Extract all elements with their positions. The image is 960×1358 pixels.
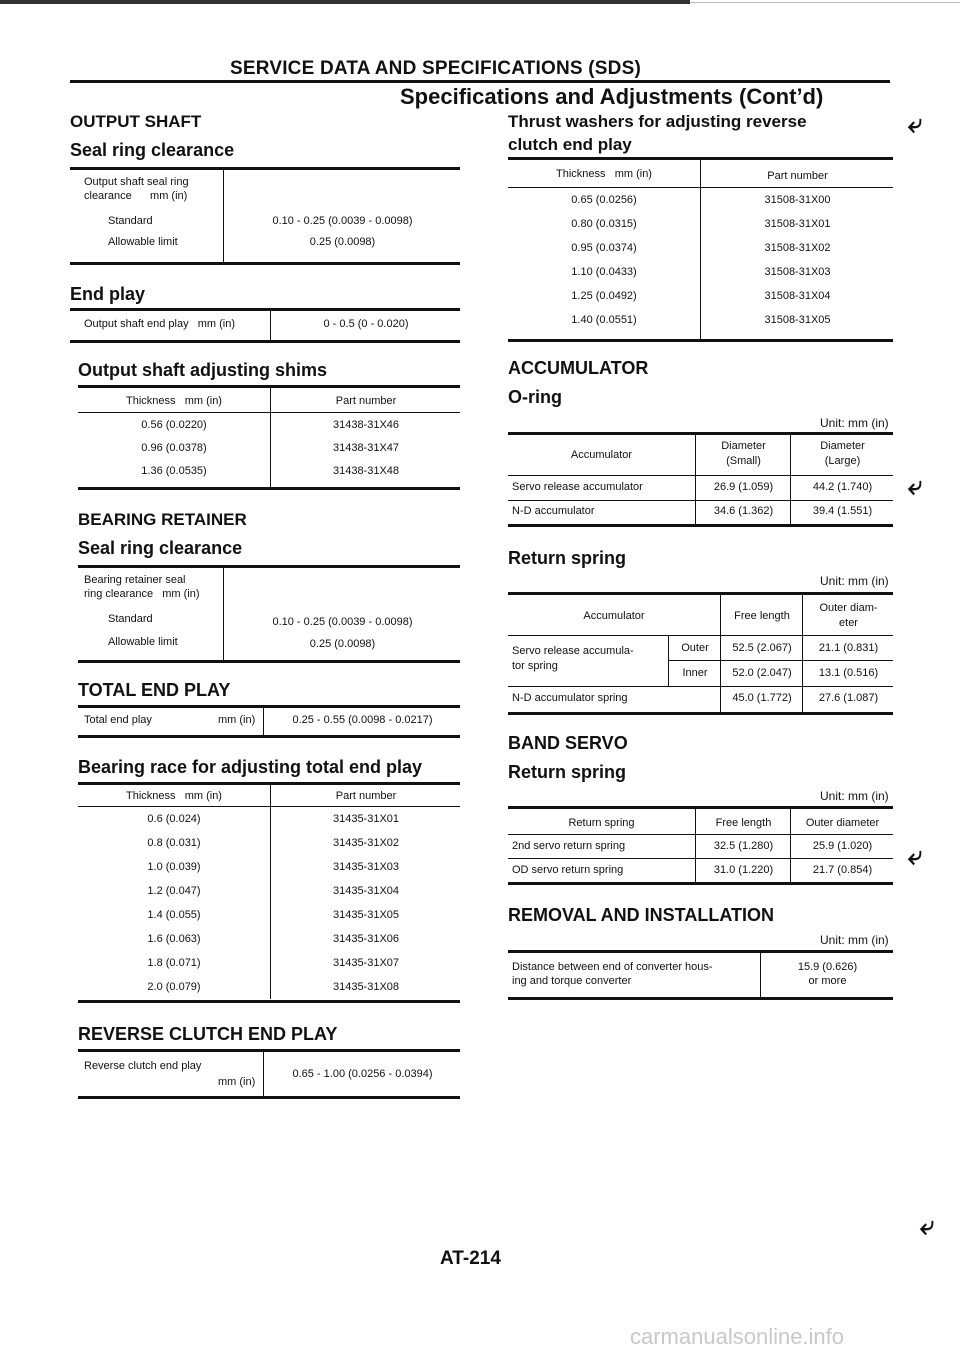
retainer-seal-label-1: Bearing retainer seal xyxy=(84,574,186,586)
seal-limit-label: Allowable limit xyxy=(108,236,178,248)
rs-servo-label-1: Servo release accumula- xyxy=(512,645,634,657)
rs-nd-free: 45.0 (1.772) xyxy=(732,692,792,704)
rule xyxy=(78,705,460,708)
thickness-cell: 0.80 (0.0315) xyxy=(571,218,637,230)
thrust-heading-2: clutch end play xyxy=(508,135,632,154)
end-play-label: Output shaft end play mm (in) xyxy=(84,318,236,330)
seal-standard-value: 0.10 - 0.25 (0.0039 - 0.0098) xyxy=(272,215,413,227)
thickness-cell: 1.25 (0.0492) xyxy=(571,290,637,302)
page-subtitle: Specifications and Adjustments (Cont’d) xyxy=(400,84,824,109)
oring-col-large-1: Diameter xyxy=(820,440,865,452)
seal-ring-heading-1: Seal ring clearance xyxy=(70,140,235,160)
watermark: carmanualsonline.info xyxy=(630,1324,845,1349)
title-rule xyxy=(70,80,890,83)
removal-heading: REMOVAL AND INSTALLATION xyxy=(508,905,774,925)
reverse-clutch-label-2: mm (in) xyxy=(218,1076,256,1088)
rs-outer-label: Outer xyxy=(681,642,709,654)
thickness-cell: 1.8 (0.071) xyxy=(147,957,201,969)
divider xyxy=(223,568,224,660)
rule xyxy=(78,1049,460,1052)
part-number-cell: 31508-31X05 xyxy=(764,314,831,326)
shims-col-part: Part number xyxy=(335,395,397,407)
band-2nd-free: 32.5 (1.280) xyxy=(713,840,774,852)
oring-col-small-2: (Small) xyxy=(726,455,761,467)
thickness-cell: 1.0 (0.039) xyxy=(147,861,201,873)
part-number-cell: 31508-31X02 xyxy=(764,242,831,254)
divider xyxy=(695,434,696,526)
band-col-spring: Return spring xyxy=(568,817,635,829)
divider xyxy=(790,434,791,526)
oring-nd-small: 34.6 (1.362) xyxy=(713,505,774,517)
rs-inner-dia: 13.1 (0.516) xyxy=(818,667,879,679)
rs-nd-label: N-D accumulator spring xyxy=(512,692,628,704)
oring-col-accumulator: Accumulator xyxy=(570,449,633,461)
rule xyxy=(508,686,893,687)
rs-inner-label: Inner xyxy=(682,667,708,679)
rule xyxy=(508,882,893,885)
part-number-cell: 31435-31X04 xyxy=(332,885,400,897)
rule xyxy=(508,950,893,953)
thickness-cell: 0.6 (0.024) xyxy=(147,813,201,825)
oring-nd-name: N-D accumulator xyxy=(512,505,595,517)
band-od-free: 31.0 (1.220) xyxy=(713,864,774,876)
removal-label-2: ing and torque converter xyxy=(512,975,632,987)
shims-heading: Output shaft adjusting shims xyxy=(78,360,328,380)
page-title: SERVICE DATA AND SPECIFICATIONS (SDS) xyxy=(230,58,642,79)
total-end-play-label: Total end play xyxy=(84,714,152,726)
rule xyxy=(70,262,460,265)
seal-limit-value: 0.25 (0.0098) xyxy=(309,236,376,248)
part-number-cell: 31435-31X07 xyxy=(332,957,400,969)
part-number-cell: 31508-31X00 xyxy=(764,194,831,206)
revision-mark-icon: ⤶ xyxy=(920,1210,935,1240)
part-number-cell: 31435-31X03 xyxy=(332,861,400,873)
end-play-heading: End play xyxy=(70,284,146,304)
rs-nd-dia: 27.6 (1.087) xyxy=(818,692,879,704)
thickness-cell: 1.10 (0.0433) xyxy=(571,266,637,278)
top-border-thin xyxy=(690,2,960,3)
total-end-play-heading: TOTAL END PLAY xyxy=(78,680,231,700)
retainer-standard-value: 0.10 - 0.25 (0.0039 - 0.0098) xyxy=(272,616,413,628)
output-shaft-seal-label-1: Output shaft seal ring xyxy=(84,176,189,188)
rule xyxy=(508,834,893,835)
thrust-col-part: Part number xyxy=(767,170,828,182)
page-number: AT-214 xyxy=(440,1248,501,1269)
thickness-cell: 0.56 (0.0220) xyxy=(141,419,207,431)
output-shaft-seal-label-2: clearance mm (in) xyxy=(84,190,188,202)
part-number-cell: 31435-31X06 xyxy=(332,933,400,945)
accumulator-heading: ACCUMULATOR xyxy=(508,358,649,378)
rs-col-accumulator: Accumulator xyxy=(583,610,645,622)
seal-standard-label: Standard xyxy=(108,215,153,227)
divider xyxy=(263,1051,264,1096)
thickness-cell: 2.0 (0.079) xyxy=(147,981,201,993)
rs-col-outer-2: eter xyxy=(839,617,858,629)
divider xyxy=(760,952,761,998)
total-end-play-value: 0.25 - 0.55 (0.0098 - 0.0217) xyxy=(292,714,433,726)
divider xyxy=(802,594,803,714)
reverse-clutch-value: 0.65 - 1.00 (0.0256 - 0.0394) xyxy=(292,1068,433,1080)
top-border xyxy=(0,0,690,4)
oring-col-small-1: Diameter xyxy=(721,440,766,452)
end-play-value: 0 - 0.5 (0 - 0.020) xyxy=(323,318,409,330)
reverse-clutch-label-1: Reverse clutch end play xyxy=(84,1060,202,1072)
thickness-cell: 0.65 (0.0256) xyxy=(571,194,637,206)
rule xyxy=(508,432,893,435)
band-2nd-dia: 25.9 (1.020) xyxy=(812,840,873,852)
part-number-cell: 31508-31X03 xyxy=(764,266,831,278)
rule xyxy=(508,858,893,859)
part-number-cell: 31438-31X47 xyxy=(332,442,400,454)
thickness-cell: 1.36 (0.0535) xyxy=(141,465,207,477)
divider xyxy=(668,635,669,687)
removal-value-2: or more xyxy=(808,975,847,987)
part-number-cell: 31508-31X01 xyxy=(764,218,831,230)
retainer-limit-value: 0.25 (0.0098) xyxy=(309,638,376,650)
divider xyxy=(700,159,701,339)
thrust-col-thickness: Thickness mm (in) xyxy=(556,168,652,180)
revision-mark-icon: ⤶ xyxy=(908,840,923,870)
oring-unit: Unit: mm (in) xyxy=(820,416,889,430)
oring-heading: O-ring xyxy=(508,387,562,407)
oring-servo-name: Servo release accumulator xyxy=(512,481,643,493)
thickness-cell: 1.40 (0.0551) xyxy=(571,314,637,326)
band-2nd-name: 2nd servo return spring xyxy=(512,840,626,852)
removal-value-1: 15.9 (0.626) xyxy=(797,961,858,973)
rs-outer-dia: 21.1 (0.831) xyxy=(818,642,879,654)
band-unit: Unit: mm (in) xyxy=(820,789,889,803)
rs-servo-label-2: tor spring xyxy=(512,660,558,672)
seal-ring-heading-2: Seal ring clearance xyxy=(78,538,243,558)
part-number-cell: 31435-31X05 xyxy=(332,909,400,921)
rule xyxy=(508,592,893,595)
rule xyxy=(78,735,460,738)
rule xyxy=(508,635,893,636)
rule xyxy=(508,997,893,1000)
race-col-part: Part number xyxy=(335,790,397,802)
divider xyxy=(270,310,271,340)
oring-col-large-2: (Large) xyxy=(824,455,861,467)
reverse-clutch-heading: REVERSE CLUTCH END PLAY xyxy=(78,1024,338,1044)
output-shaft-heading: OUTPUT SHAFT xyxy=(70,112,202,131)
band-servo-heading: BAND SERVO xyxy=(508,733,628,753)
part-number-cell: 31438-31X48 xyxy=(332,465,400,477)
divider xyxy=(720,594,721,714)
bearing-retainer-heading: BEARING RETAINER xyxy=(78,510,247,529)
removal-unit: Unit: mm (in) xyxy=(820,933,889,947)
acc-return-spring-heading: Return spring xyxy=(508,548,627,568)
retainer-standard-label: Standard xyxy=(108,613,153,625)
rule xyxy=(78,1096,460,1099)
band-col-dia: Outer diameter xyxy=(805,817,880,829)
rs-col-free-length: Free length xyxy=(734,610,790,622)
part-number-cell: 31435-31X08 xyxy=(332,981,400,993)
rule xyxy=(78,806,460,807)
thickness-cell: 1.2 (0.047) xyxy=(147,885,201,897)
oring-servo-large: 44.2 (1.740) xyxy=(812,481,873,493)
divider xyxy=(270,387,271,487)
divider xyxy=(263,707,264,735)
revision-mark-icon: ⤶ xyxy=(908,470,923,500)
rs-outer-free: 52.5 (2.067) xyxy=(732,642,792,654)
retainer-limit-label: Allowable limit xyxy=(108,636,178,648)
rule xyxy=(508,500,893,501)
removal-label-1: Distance between end of converter hous- xyxy=(512,961,713,973)
rs-col-outer-1: Outer diam- xyxy=(819,602,878,614)
bearing-race-heading: Bearing race for adjusting total end play xyxy=(78,757,423,777)
part-number-cell: 31435-31X01 xyxy=(332,813,400,825)
shims-col-thickness: Thickness mm (in) xyxy=(126,395,222,407)
rule xyxy=(78,565,460,568)
retainer-seal-label-2: ring clearance mm (in) xyxy=(84,588,200,600)
rule xyxy=(508,475,893,476)
oring-servo-small: 26.9 (1.059) xyxy=(713,481,774,493)
rule xyxy=(78,412,460,413)
thrust-heading-1: Thrust washers for adjusting reverse xyxy=(508,112,807,131)
rule xyxy=(78,782,460,785)
rule xyxy=(508,712,893,715)
thickness-cell: 0.8 (0.031) xyxy=(147,837,201,849)
rule xyxy=(508,524,893,527)
thickness-cell: 1.6 (0.063) xyxy=(147,933,201,945)
acc-return-unit: Unit: mm (in) xyxy=(820,574,889,588)
divider xyxy=(223,170,224,262)
rule xyxy=(78,487,460,490)
rule xyxy=(78,385,460,388)
part-number-cell: 31508-31X04 xyxy=(764,290,831,302)
rule xyxy=(70,340,460,343)
rs-inner-free: 52.0 (2.047) xyxy=(732,667,792,679)
divider xyxy=(270,784,271,999)
rule xyxy=(70,167,460,170)
rule xyxy=(78,1000,460,1003)
band-col-free: Free length xyxy=(715,817,772,829)
divider xyxy=(695,808,696,883)
thickness-cell: 0.95 (0.0374) xyxy=(571,242,637,254)
part-number-cell: 31438-31X46 xyxy=(332,419,400,431)
band-od-dia: 21.7 (0.854) xyxy=(812,864,873,876)
band-return-spring-heading: Return spring xyxy=(508,762,627,782)
rule xyxy=(508,339,893,342)
race-col-thickness: Thickness mm (in) xyxy=(126,790,222,802)
rule xyxy=(508,806,893,809)
thickness-cell: 1.4 (0.055) xyxy=(147,909,201,921)
band-od-name: OD servo return spring xyxy=(512,864,624,876)
part-number-cell: 31435-31X02 xyxy=(332,837,400,849)
rule xyxy=(668,660,893,661)
oring-nd-large: 39.4 (1.551) xyxy=(812,505,873,517)
divider xyxy=(790,808,791,883)
revision-mark-icon: ⤶ xyxy=(908,108,923,138)
thickness-cell: 0.96 (0.0378) xyxy=(141,442,207,454)
rule xyxy=(508,187,893,188)
rule xyxy=(78,660,460,663)
total-end-play-unit: mm (in) xyxy=(218,714,256,726)
rule xyxy=(70,308,460,311)
